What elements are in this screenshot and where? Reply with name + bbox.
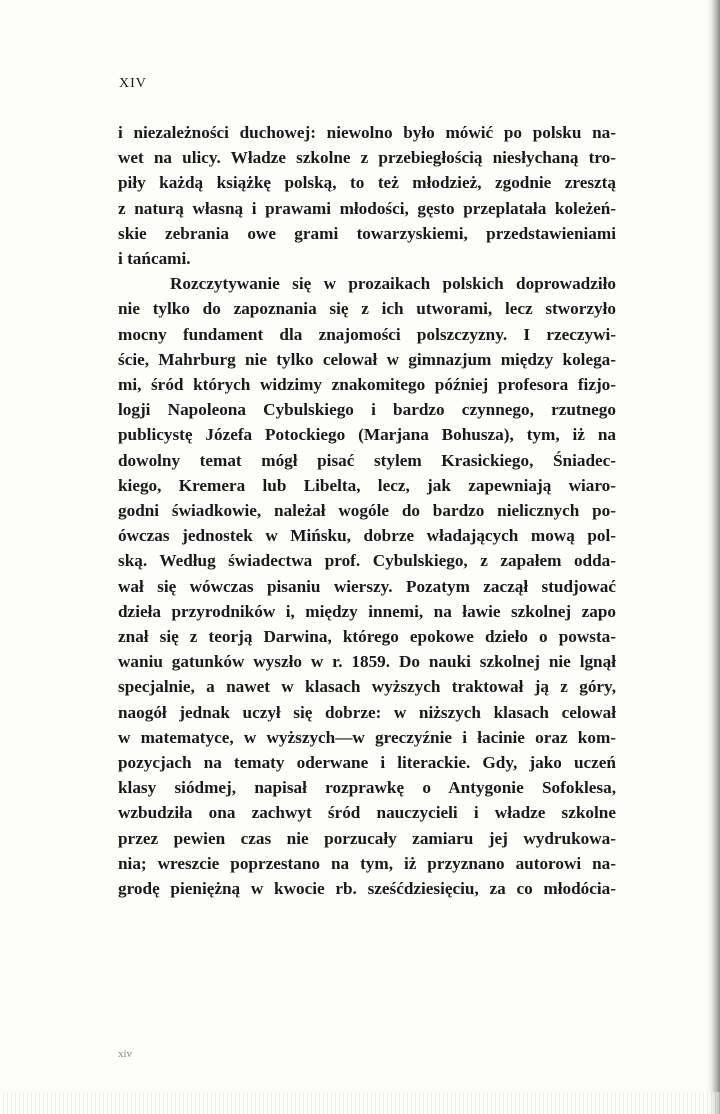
page-number: XIV [119, 76, 147, 91]
scan-noise-edge [0, 1092, 720, 1114]
text-line: pozycjach na tematy oderwane i literackie. Gdy, jako uczeń [118, 753, 616, 773]
book-spine-shadow [706, 0, 720, 1114]
text-line: mocny fundament dla znajomości polszczyzny. I rzeczywi- [118, 324, 616, 344]
text-line: klasy siódmej, napisał rozprawkę o Antygonie Sofoklesa, [118, 778, 616, 798]
text-line: z naturą własną i prawami młodości, gęsto przeplatała koleżeń- [118, 198, 616, 218]
text-line: naogół jednak uczył się dobrze: w niższych klasach celował [118, 702, 616, 722]
text-line: ówczas jednostek w Mińsku, dobrze władających mową pol- [118, 526, 616, 546]
footer-page-mark: xiv [118, 1048, 133, 1060]
text-line: publicystę Józefa Potockiego (Marjana Bohusza), tym, iż na [118, 425, 616, 445]
text-line: dzieła przyrodników i, między innemi, na ławie szkolnej zapo [118, 601, 616, 621]
text-line: mi, śród których widzimy znakomitego później profesora fizjo- [118, 375, 616, 395]
text-line: logji Napoleona Cybulskiego i bardzo czynnego, rzutnego [118, 400, 616, 420]
text-line: ską. Według świadectwa prof. Cybulskiego, z zapałem odda- [118, 551, 616, 571]
text-line: kiego, Kremera lub Libelta, lecz, jak zapewniają wiaro- [118, 475, 616, 495]
text-line: dowolny temat mógł pisać stylem Krasickiego, Śniadec- [118, 450, 616, 470]
body-text [118, 120, 616, 901]
text-line: i tańcami. [118, 249, 191, 269]
text-line: nia; wreszcie poprzestano na tym, iż przyznano autorowi na- [118, 853, 616, 873]
text-line: nie tylko do zapoznania się z ich utworami, lecz stworzyło [118, 299, 616, 319]
text-line: godni świadkowie, należał wogóle do bardzo nielicznych po- [118, 501, 616, 521]
text-line: ście, Mahrburg nie tylko celował w gimnazjum między kolega- [118, 349, 616, 369]
text-line: przez pewien czas nie porzucały zamiaru jej wydrukowa- [118, 828, 616, 848]
paragraph-2 [118, 271, 616, 901]
text-line: grodę pieniężną w kwocie rb. sześćdziesięciu, za co młodócia- [118, 879, 616, 899]
text-line: wzbudziła ona zachwyt śród nauczycieli i władze szkolne [118, 803, 616, 823]
text-line: wał się wówczas pisaniu wierszy. Pozatym zaczął studjować [118, 576, 616, 596]
text-line: wet na ulicy. Władze szkolne z przebiegłością niesłychaną tro- [118, 148, 616, 168]
text-line: i niezależności duchowej: niewolno było mówić po polsku na- [118, 123, 616, 142]
paragraph-1 [118, 120, 616, 271]
text-line: skie zebrania owe grami towarzyskiemi, przedstawieniami [118, 223, 616, 243]
text-line: waniu gatunków wyszło w r. 1859. Do nauki szkolnej nie lgnął [118, 652, 616, 672]
text-line: specjalnie, a nawet w klasach wyższych traktował ją z góry, [118, 677, 616, 697]
text-line: w matematyce, w wyższych—w greczyźnie i łacinie oraz kom- [118, 727, 616, 747]
text-line: znał się z teorją Darwina, którego epokowe dzieło o powsta- [118, 627, 616, 647]
text-line: Rozczytywanie się w prozaikach polskich doprowadziło [170, 274, 616, 294]
text-line: piły każdą książkę polską, to też młodzież, zgodnie zresztą [118, 173, 616, 193]
